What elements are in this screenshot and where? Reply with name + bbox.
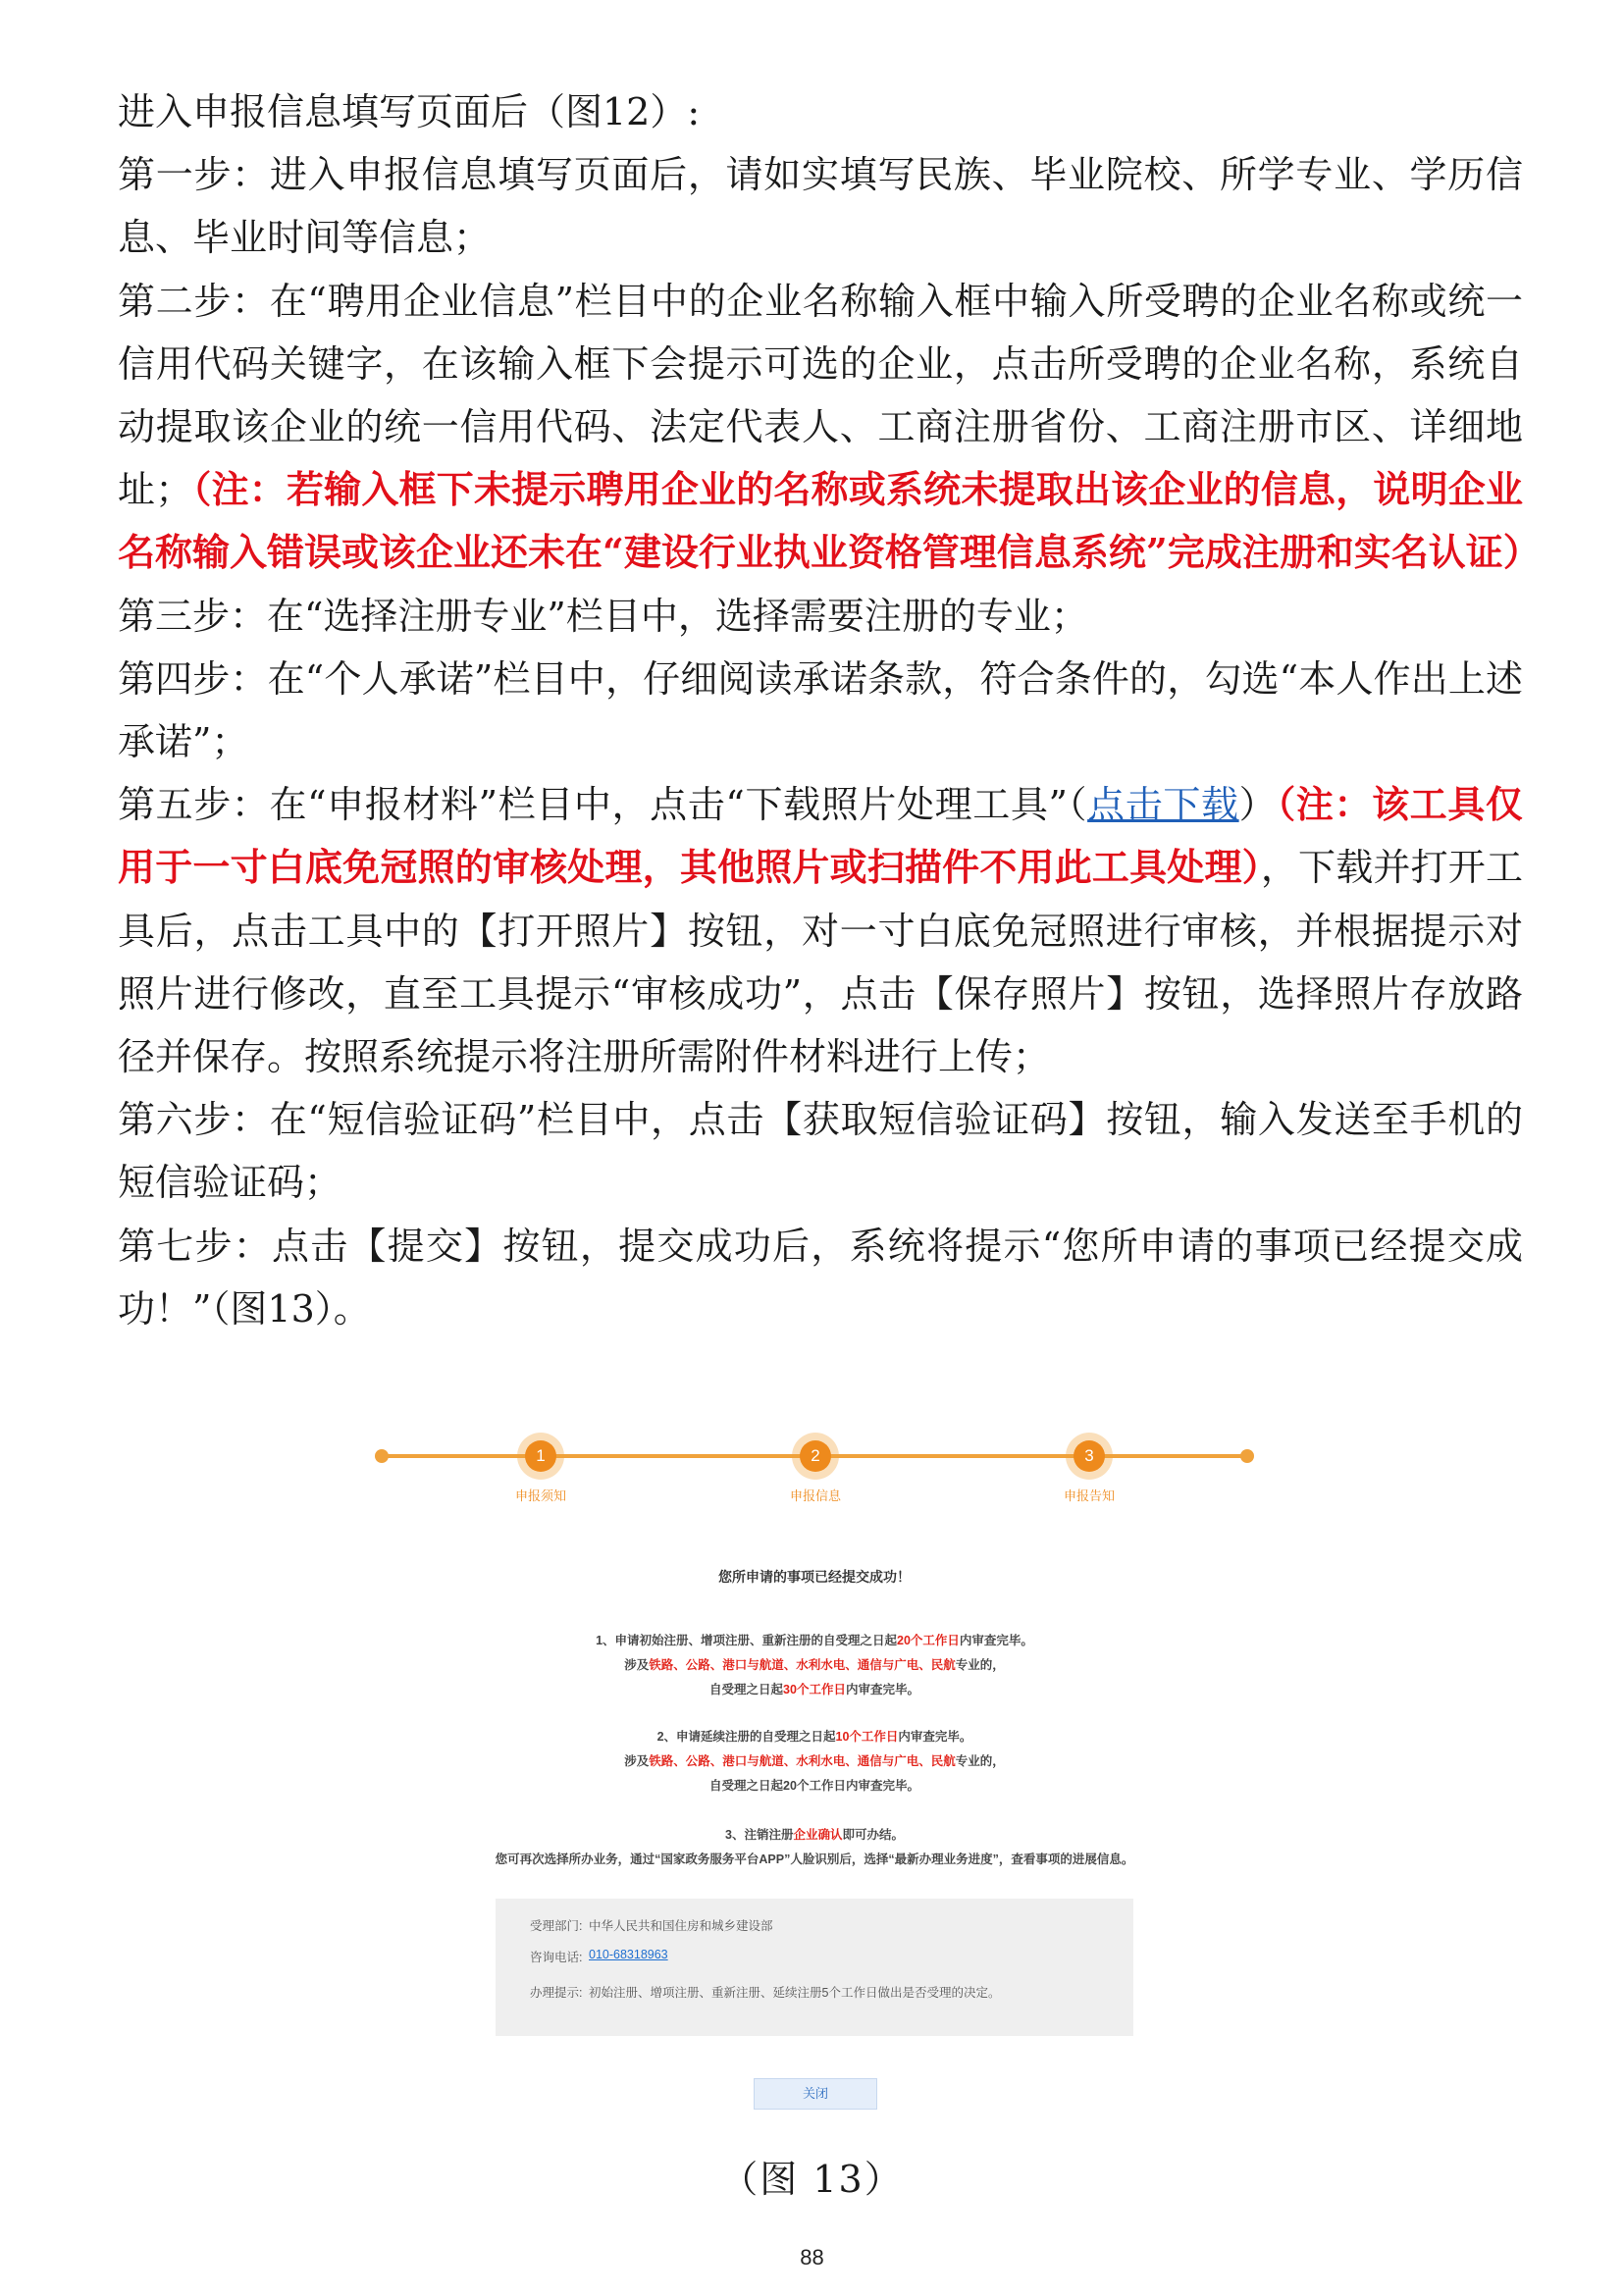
review-note-3: 3、注销注册企业确认即可办结。 您可再次选择所办业务，通过“国家政务服务平台APP”人脸识别后，选择“最新办理业务进度”，查看事项的进展信息。 [495,1828,1134,1866]
document-body [118,80,1541,1340]
step-number: 1 [525,1440,556,1472]
dept-label: 受理部门: [530,1919,583,1933]
step-label: 申报须知 [514,1488,566,1503]
phone-row [530,1948,1109,1965]
dept-row [530,1916,1109,1934]
step-5-text-a: 第五步：在“申报材料”栏目中，点击“下载照片处理工具”（ [118,783,1088,827]
download-link[interactable]: 点击下载 [1087,783,1239,827]
contact-info-box [496,1899,1133,2036]
step-5-note: （注：该工具仅用于一寸白底免冠照的审核处理，其他照片或扫描件不用此工具处理） [118,782,1523,890]
phone-label: 咨询电话: [530,1951,583,1964]
step-indicator-3 [1030,1433,1148,1504]
submission-success-screenshot [363,1413,1266,2139]
step-number: 3 [1074,1440,1105,1472]
success-title: 您所申请的事项已经提交成功！ [718,1569,911,1585]
step-6: 第六步：在“短信验证码”栏目中，点击【获取短信验证码】按钮，输入发送至手机的短信验证码； [118,1098,1523,1205]
step-5-text-c: ，下载并打开工具后，点击工具中的【打开照片】按钮，对一寸白底免冠照进行审核，并根据提示对照片进行修改，直至工具提示“审核成功”，点击【保存照片】按钮，选择照片存放路径并保存。按照系统提示将注册所需附件材料进行上传； [118,846,1523,1079]
progress-end-dot [1240,1449,1254,1463]
step-7: 第七步：点击【提交】按钮，提交成功后，系统将提示“您所申请的事项已经提交成功！”（图13）。 [118,1224,1523,1331]
step-5-text-b: ） [1238,783,1278,827]
step-3: 第三步：在“选择注册专业”栏目中，选择需要注册的专业； [118,594,1088,638]
phone-value[interactable]: 010-68318963 [589,1948,668,1961]
close-button[interactable]: 关闭 [754,2078,877,2110]
tip-value: 初始注册、增项注册、重新注册、延续注册5个工作日做出是否受理的决定。 [589,1986,1001,2000]
figure-caption: （图 13） [720,2158,904,2201]
review-note-1: 1、申请初始注册、增项注册、重新注册的自受理之日起20个工作日内审查完毕。 涉及铁路、公路、港口与航道、水利水电、通信与广电、民航专业的， 自受理之日起30个工作日内审查完毕。 [596,1634,1033,1696]
step-label: 申报信息 [789,1488,841,1503]
tip-row [530,1983,1109,2001]
step-indicator-2 [757,1433,874,1504]
dept-value: 中华人民共和国住房和城乡建设部 [589,1919,773,1933]
step-label: 申报告知 [1063,1488,1115,1503]
progress-steps [363,1413,1266,1501]
tip-label: 办理提示: [530,1986,583,2000]
page-number: 88 [800,2245,824,2270]
review-note-2: 2、申请延续注册的自受理之日起10个工作日内审查完毕。 涉及铁路、公路、港口与航道、水利水电、通信与广电、民航专业的， 自受理之日起20个工作日内审查完毕。 [624,1730,1005,1793]
step-number: 2 [800,1440,831,1472]
step-1: 第一步：进入申报信息填写页面后，请如实填写民族、毕业院校、所学专业、学历信息、毕业时间等信息； [118,153,1523,260]
step-2-text: 第二步：在“聘用企业信息”栏目中的企业名称输入框中输入所受聘的企业名称或统一信用代码关键字，在该输入框下会提示可选的企业，点击所受聘的企业名称，系统自动提取该企业的统一信用代码、法定代表人、工商注册省份、工商注册市区、详细地址； [118,279,1523,512]
step-2 [118,270,1541,585]
progress-start-dot [375,1449,389,1463]
step-2-note: （注：若输入框下未提示聘用企业的名称或系统未提取出该企业的信息，说明企业名称输入错误或该企业还未在“建设行业执业资格管理信息系统”完成注册和实名认证） [118,467,1541,575]
step-5 [118,773,1523,1088]
intro-line: 进入申报信息填写页面后（图12）: [118,90,701,133]
step-4: 第四步：在“个人承诺”栏目中，仔细阅读承诺条款，符合条件的，勾选“本人作出上述承诺”； [118,656,1523,764]
step-indicator-1 [482,1433,600,1504]
